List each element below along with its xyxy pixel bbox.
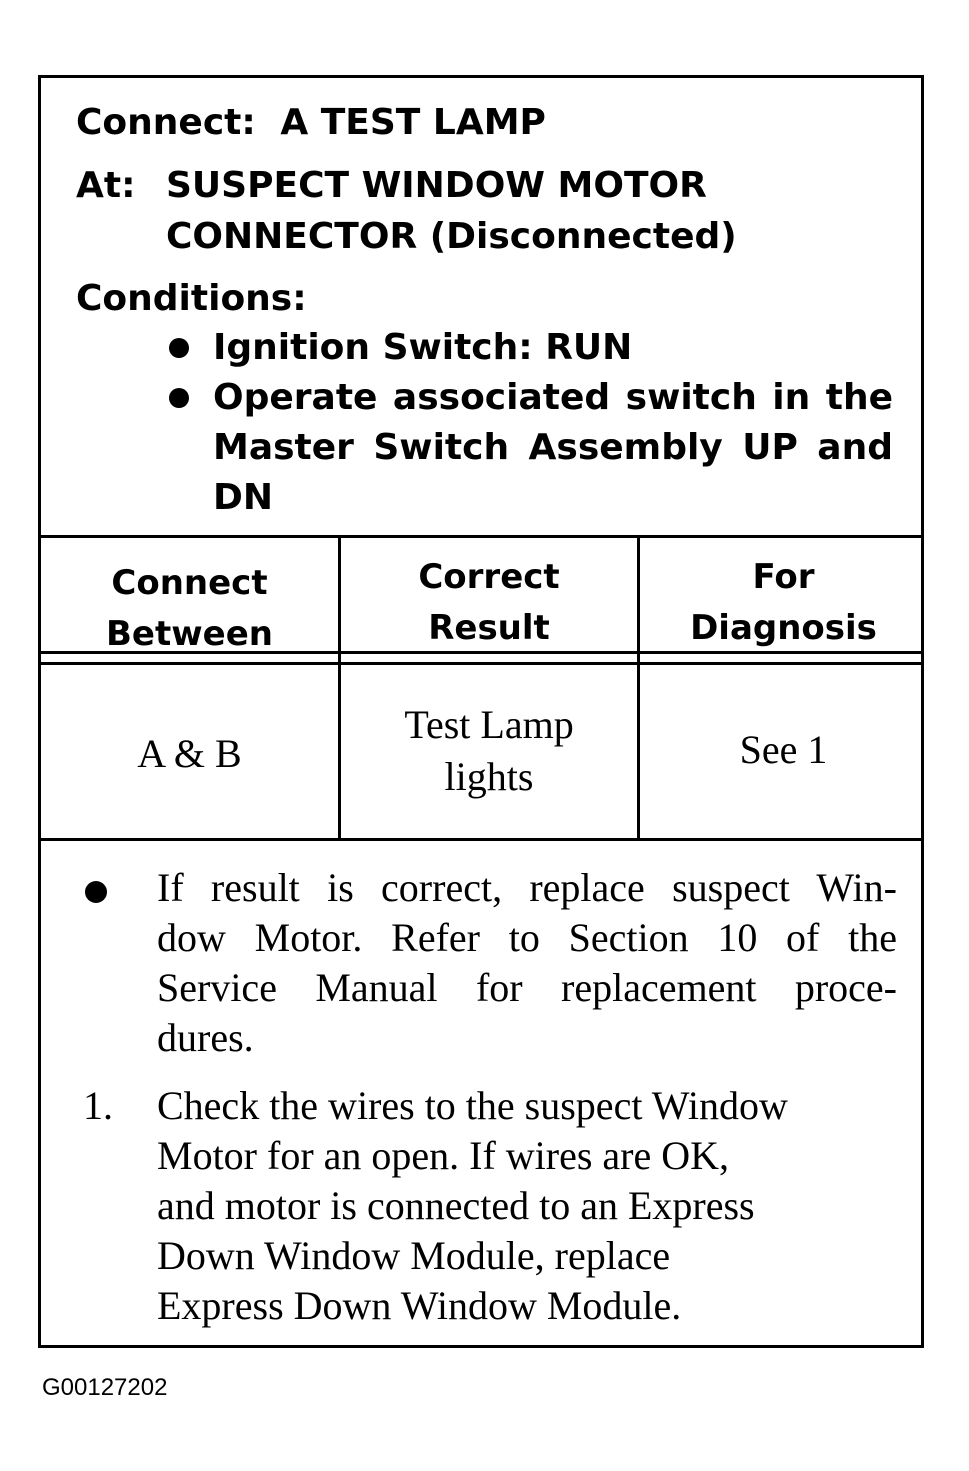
test-setup-section: [41, 78, 921, 538]
note-line: Service Manual for replacement proce-: [157, 965, 897, 1010]
header-connect-between: [41, 558, 338, 660]
note-line: Check the wires to the suspect Window: [157, 1083, 788, 1128]
note-line: Down Window Module, replace: [157, 1233, 671, 1278]
header-line: Result: [428, 608, 550, 648]
cell-line: lights: [444, 754, 534, 799]
notes-section: [41, 841, 921, 1345]
header-line: Diagnosis: [690, 608, 877, 648]
condition-1: Ignition Switch: RUN: [213, 327, 633, 368]
results-table: [41, 538, 921, 841]
diagnostic-chart: [38, 75, 924, 1348]
cell-for-diagnosis: See 1: [739, 727, 828, 772]
condition-2-line-2: Master Switch Assembly UP and: [213, 427, 893, 468]
note-line: dow Motor. Refer to Section 10 of the: [157, 915, 897, 960]
note-bullet: [157, 863, 897, 1063]
header-divider: [41, 662, 921, 665]
condition-2-line-3: DN: [213, 477, 274, 518]
bullet-icon: [85, 881, 107, 903]
note-line: and motor is connected to an Express: [157, 1183, 755, 1228]
cell-correct-result: [341, 699, 637, 803]
connect-line: [76, 98, 546, 148]
header-line: Between: [106, 614, 273, 654]
condition-2-line-1: Operate associated switch in the: [213, 377, 893, 418]
header-correct-result: [341, 552, 637, 654]
header-line: Connect: [111, 563, 268, 603]
note-line: Express Down Window Module.: [157, 1283, 682, 1328]
note-line: If result is correct, replace suspect Win-: [157, 865, 897, 910]
at-value-line-1: SUSPECT WINDOW MOTOR: [166, 165, 707, 206]
connect-label: Connect:: [76, 102, 256, 143]
cell-connect-between: A & B: [137, 731, 242, 776]
note-line: dures.: [157, 1015, 254, 1060]
note-line: Motor for an open. If wires are OK,: [157, 1133, 730, 1178]
note-numbered: [157, 1081, 897, 1331]
conditions-label: Conditions:: [76, 278, 307, 319]
cell-line: Test Lamp: [404, 702, 574, 747]
header-for-diagnosis: [640, 552, 927, 654]
header-line: Correct: [418, 557, 560, 597]
at-label: At:: [76, 165, 136, 206]
header-line: For: [752, 557, 815, 597]
note-number: 1.: [83, 1083, 113, 1128]
figure-code: G00127202: [42, 1374, 168, 1401]
bullet-icon: [169, 388, 189, 408]
at-value-line-2: CONNECTOR (Disconnected): [166, 216, 737, 257]
connect-value: A TEST LAMP: [280, 102, 546, 143]
bullet-icon: [169, 338, 189, 358]
